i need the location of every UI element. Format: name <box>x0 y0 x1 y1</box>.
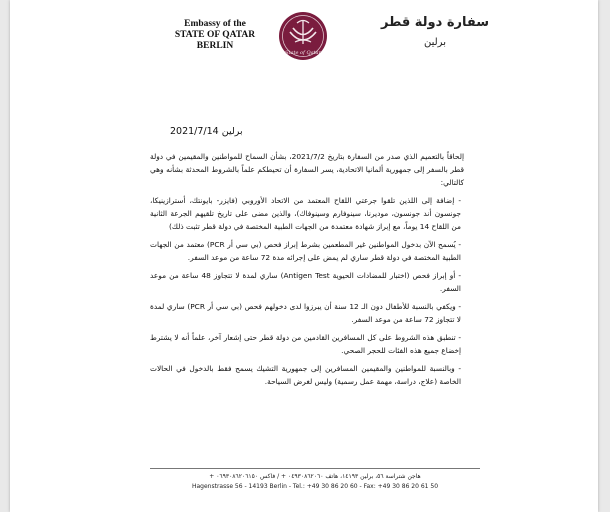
letter-body <box>150 150 464 393</box>
footer-arabic-address: هاجن شتراسة ٥٦، برلين ١٤١٩٣، هاتف ٠٤٩٣٠٨٦٢٠٦٠ + / فاكس ٠٦٩٣٠٨٦٢٠٦١٥٠ + <box>209 473 421 480</box>
footer-german-address: Hagenstrasse 56 - 14193 Berlin - Tel.: +49 30 86 20 60 - Fax: +49 30 86 20 61 50 <box>191 483 439 490</box>
intro-paragraph: إلحاقاً بالتعميم الذي صدر من السفارة بتاريخ 2021/7/2، بشأن السماح للمواطنين والمقيمين في دولة قطر بالسفر إلى جمهورية ألمانيا الاتحادية، يسر السفارة أن تحيطكم علماً بالشروط المحدثة بشأنه وهي كالتالي: <box>150 152 464 187</box>
english-header-line-2: STATE OF QATAR <box>174 30 256 40</box>
arabic-header-line-1: سفارة دولة قطر <box>380 15 489 30</box>
letter-page <box>10 0 598 512</box>
english-header-line-3: BERLIN <box>196 41 234 51</box>
footer-divider <box>150 468 480 469</box>
bullet-item: - إضافة إلى اللذين تلقوا جرعتي اللقاح المعتمد من الاتحاد الأوروبي (فايزر- بايونتك، أسترازينيكا، جونسون أند جونسون، موديرنا، سينوفارم وسينوفاك)، والذين مضى على تاريخ تلقيهم الجرعة الثانية من اللقاح 14 يوماً، مع إبراز شهادة معتمدة من الجهات الطبية المختصة في دولة قطر تثبت ذلك) <box>150 196 461 231</box>
bullet-item: - يُسمح الآن بدخول المواطنين غير المطعمين بشرط إبراز فحص (بي سي أر PCR) معتمد من الجهات الطبية المختصة في دولة قطر ساري لم يمض على إجرائه مدة 72 ساعة من موعد السفر. <box>150 240 461 262</box>
english-header-line-1: Embassy of the <box>184 19 246 29</box>
bullet-item: - أو إبراز فحص (اختبار للمضادات الحيوية Antigen Test) ساري لمدة لا تتجاوز 48 ساعة من موعد السفر. <box>150 271 461 293</box>
letter-date: برلين 2021/7/14 <box>170 126 243 137</box>
footer-address <box>150 472 480 492</box>
emblem-caption: State of Qatar <box>285 50 321 56</box>
bullet-item: - ويكفي بالنسبة للأطفال دون الـ 12 سنة أن يبرزوا لدى دخولهم فحص (بي سي أر PCR) ساري لمدة لا تتجاوز 72 ساعة من موعد السفر. <box>150 302 462 324</box>
qatar-emblem-logo <box>273 8 333 66</box>
bullet-item: - وبالنسبة للمواطنين والمقيمين المسافرين إلى جمهورية التشيك يسمح فقط بالدخول في الحالات الخاصة (علاج، دراسة، مهمة عمل رسمية) وليس لغرض السياحة. <box>150 364 461 386</box>
embassy-english-header <box>150 19 280 52</box>
embassy-arabic-header <box>370 14 500 51</box>
arabic-header-line-2: برلين <box>424 37 446 48</box>
bullet-item: - تنطبق هذه الشروط على كل المسافرين القادمين من دولة قطر حتى إشعار آخر، علماً أنه لا يشترط إخضاع جميع هذه الفئات للحجر الصحي. <box>150 333 461 355</box>
